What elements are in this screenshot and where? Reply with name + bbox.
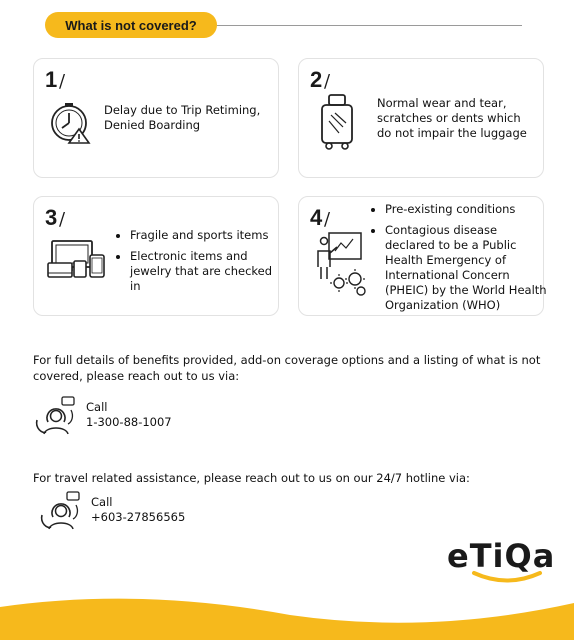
card-number: 2 bbox=[310, 67, 323, 92]
phone-number[interactable]: +603-27856565 bbox=[91, 510, 186, 524]
card-number: 1 bbox=[45, 67, 58, 92]
call-center-icon bbox=[39, 491, 83, 531]
footer-wave bbox=[0, 585, 574, 640]
card-slash: / bbox=[324, 71, 331, 92]
card-bullets bbox=[116, 228, 285, 300]
card-slash: / bbox=[324, 209, 331, 230]
card-slash: / bbox=[59, 71, 66, 92]
call-label: Call bbox=[91, 495, 113, 509]
info-text: For full details of benefits provided, add-on coverage options and a listing of what is not covered, please reach out to us via: bbox=[33, 353, 541, 383]
info-text: For travel related assistance, please reach out to us on our 24/7 hotline via: bbox=[33, 471, 470, 485]
card-text: Normal wear and tear, scratches or dents which do not impair the luggage bbox=[377, 96, 527, 140]
list-item: • Fragile and sports items bbox=[130, 228, 285, 243]
list-item: • Pre-existing conditions bbox=[385, 202, 547, 217]
list-item: • Electronic items and jewelry that are checked in bbox=[130, 249, 285, 294]
card-2 bbox=[298, 58, 544, 178]
list-item: • Contagious disease declared to be a Public Health Emergency of International Concern (PHEIC) by the World Health Organization (WHO) bbox=[385, 223, 547, 313]
card-4 bbox=[298, 196, 547, 316]
card-number: 3 bbox=[45, 205, 58, 230]
luggage-icon bbox=[319, 93, 355, 151]
clock-warning-icon bbox=[49, 99, 93, 145]
section-title: What is not covered? bbox=[45, 12, 217, 38]
phone-number[interactable]: 1-300-88-1007 bbox=[86, 415, 172, 429]
card-3 bbox=[33, 196, 279, 316]
card-bullets bbox=[371, 202, 547, 319]
logo-smile-icon bbox=[470, 570, 544, 586]
card-1 bbox=[33, 58, 279, 178]
card-text: Delay due to Trip Retiming, Denied Boarding bbox=[104, 103, 261, 132]
card-number: 4 bbox=[310, 205, 323, 230]
divider bbox=[217, 25, 522, 26]
electronic-devices-icon bbox=[46, 239, 106, 279]
card-slash: / bbox=[59, 209, 66, 230]
etiqa-logo: eTiQa bbox=[447, 537, 556, 575]
virus-presenter-icon bbox=[315, 229, 369, 299]
call-center-icon bbox=[34, 396, 78, 436]
call-label: Call bbox=[86, 400, 108, 414]
